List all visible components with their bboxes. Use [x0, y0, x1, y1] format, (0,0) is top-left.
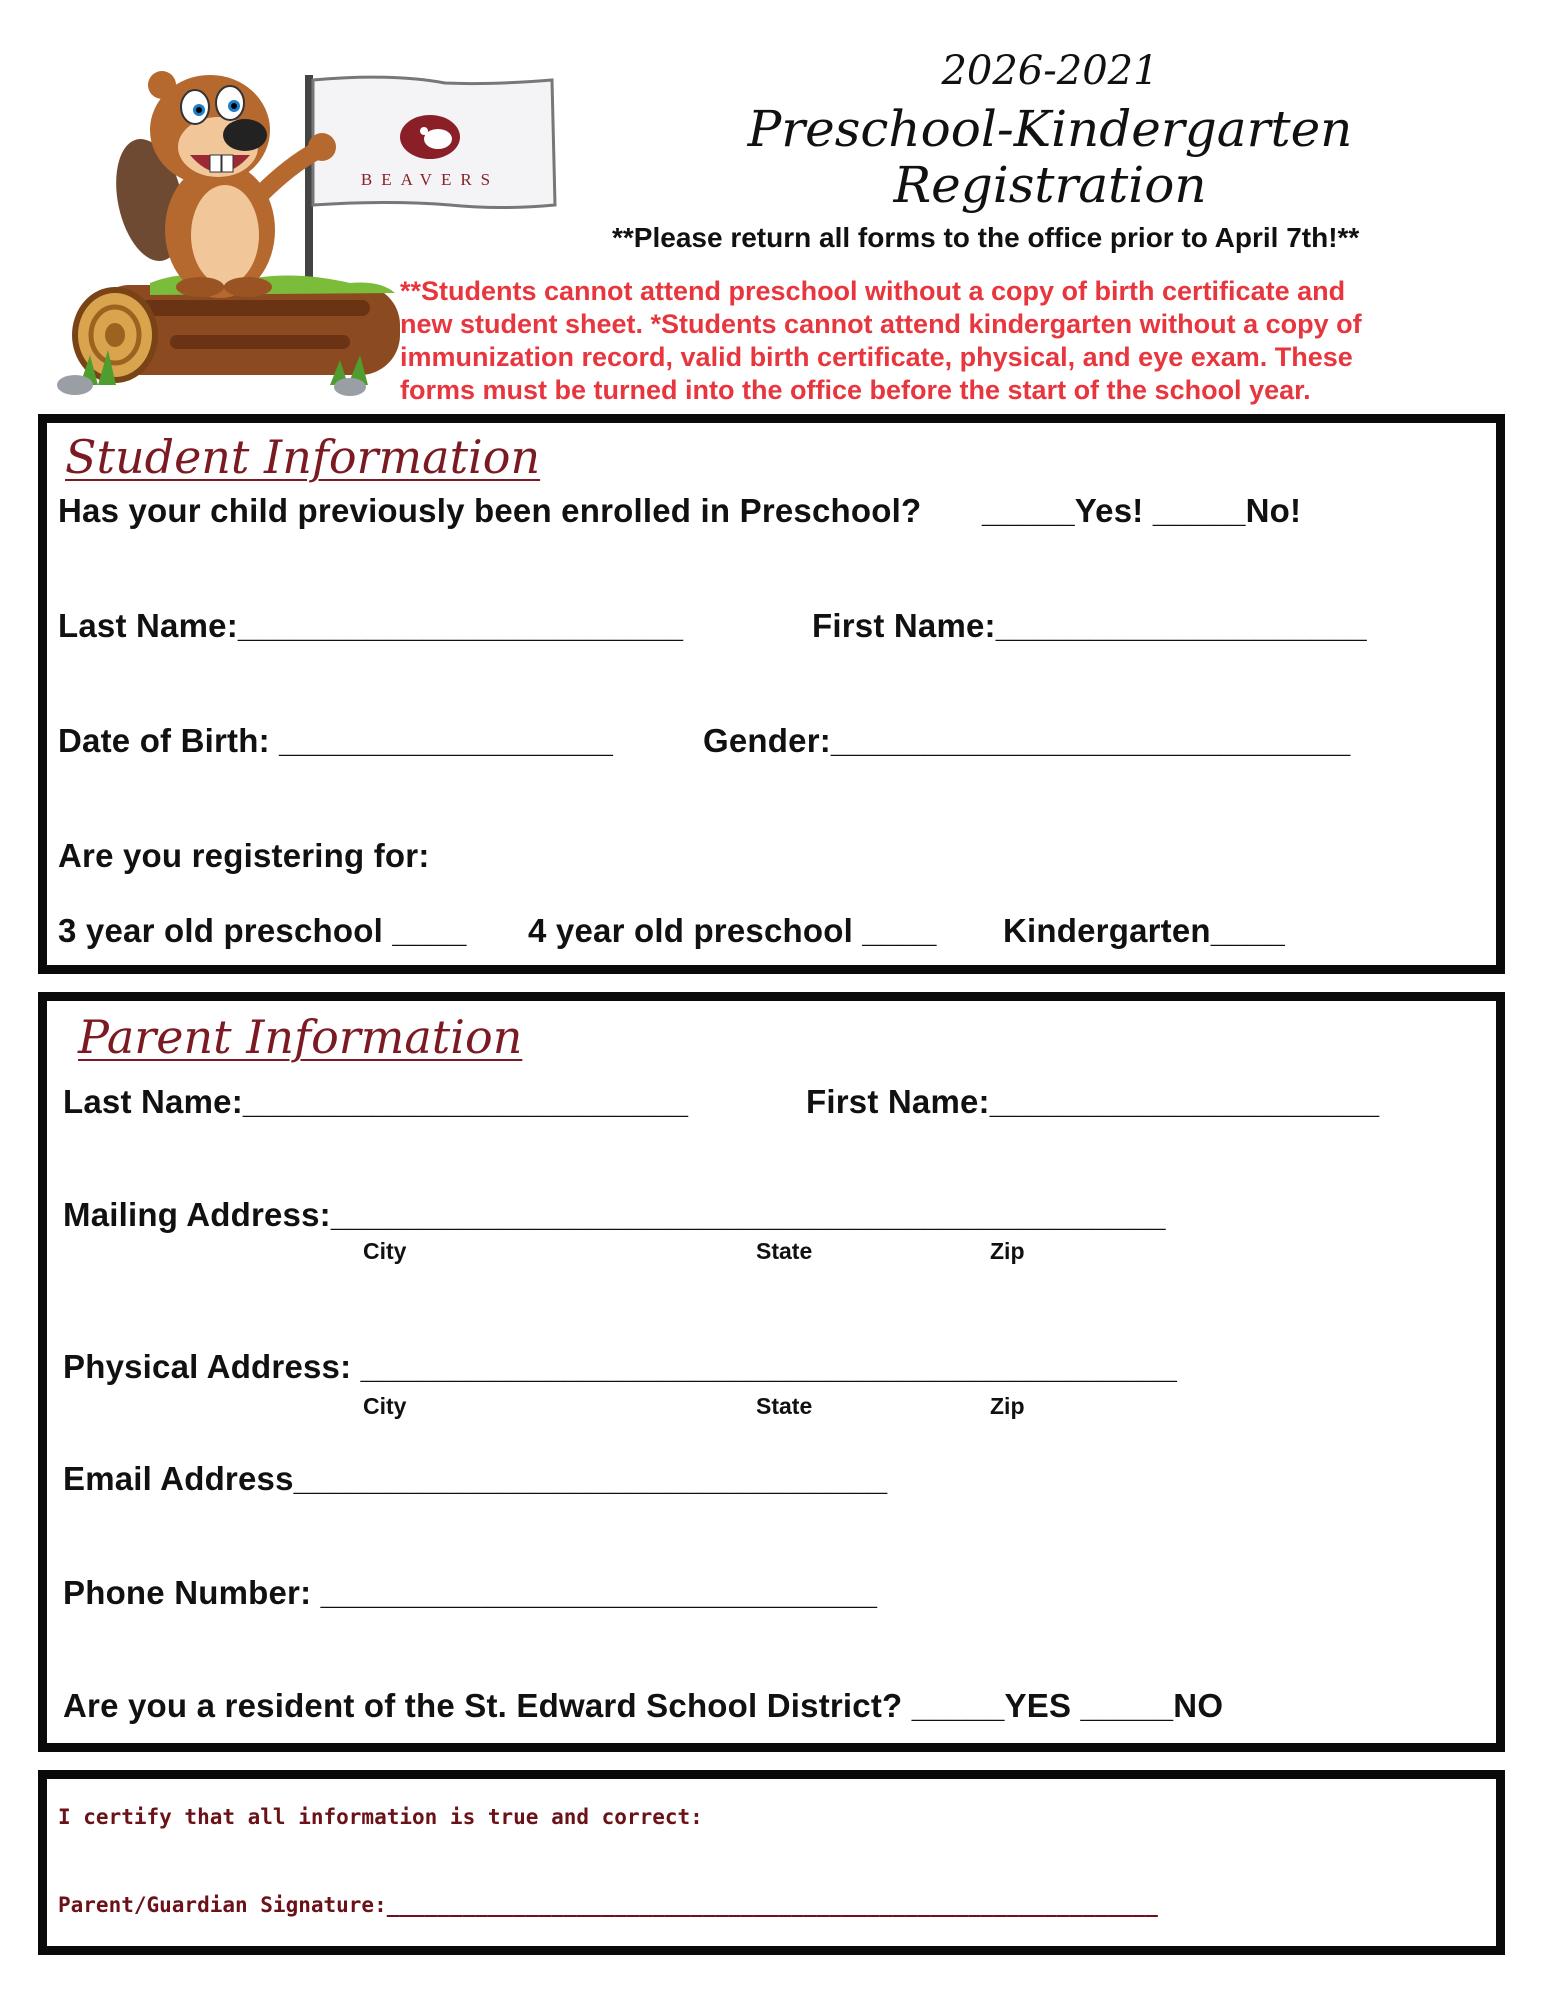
gender-field[interactable]: Gender:____________________________ — [703, 722, 1351, 759]
mailing-city-label: City — [363, 1238, 407, 1264]
student-last-name-field[interactable]: Last Name:________________________ — [58, 607, 684, 644]
registering-question: Are you registering for: — [58, 837, 430, 874]
requirements-warning — [400, 275, 1362, 407]
warning-line: immunization record, valid birth certificate, physical, and eye exam. These — [400, 342, 1353, 372]
enrolled-yes-no-field[interactable]: _____Yes! _____No! — [982, 492, 1302, 529]
physical-state-label: State — [756, 1393, 813, 1419]
mailing-zip-label: Zip — [990, 1238, 1025, 1264]
email-address-field[interactable]: Email Address________________________________ — [63, 1460, 888, 1497]
mailing-state-label: State — [756, 1238, 813, 1264]
form-title-line2: Registration — [893, 156, 1207, 214]
student-section-title: Student Information — [65, 430, 541, 484]
return-notice: **Please return all forms to the office prior to April 7th!** — [612, 222, 1360, 253]
physical-city-label: City — [363, 1393, 407, 1419]
enrolled-question: Has your child previously been enrolled in Preschool? — [58, 492, 922, 529]
form-title-line1: Preschool-Kindergarten — [747, 100, 1353, 158]
certify-statement: I certify that all information is true and correct: — [58, 1805, 703, 1829]
physical-zip-label: Zip — [990, 1393, 1025, 1419]
warning-line: new student sheet. *Students cannot attend kindergarten without a copy of — [400, 309, 1362, 339]
parent-last-name-field[interactable]: Last Name:________________________ — [63, 1083, 689, 1120]
mailing-address-field[interactable]: Mailing Address:_____________________________________________ — [63, 1196, 1166, 1233]
physical-address-field[interactable]: Physical Address: ____________________________________________ — [63, 1348, 1178, 1385]
student-first-name-field[interactable]: First Name:____________________ — [812, 607, 1367, 644]
warning-line: forms must be turned into the office before the start of the school year. — [400, 375, 1311, 405]
date-of-birth-field[interactable]: Date of Birth: __________________ — [58, 722, 614, 759]
signature-field[interactable]: Parent/Guardian Signature:_____________________________________________________________ — [58, 1893, 1158, 1917]
beavers-logo-icon — [400, 115, 460, 159]
flag-beavers-text: BEAVERS — [360, 170, 500, 189]
option-3yr-preschool[interactable]: 3 year old preschool ____ — [58, 912, 467, 949]
warning-line: **Students cannot attend preschool without a copy of birth certificate and — [400, 276, 1346, 306]
school-year: 2026-2021 — [941, 48, 1159, 94]
parent-first-name-field[interactable]: First Name:_____________________ — [806, 1083, 1380, 1120]
option-4yr-preschool[interactable]: 4 year old preschool ____ — [528, 912, 937, 949]
parent-section-title: Parent Information — [78, 1010, 523, 1064]
certification-section — [38, 1770, 1505, 1955]
phone-number-field[interactable]: Phone Number: ______________________________ — [63, 1574, 878, 1611]
resident-question-field[interactable]: Are you a resident of the St. Edward School District? _____YES _____NO — [63, 1687, 1224, 1724]
option-kindergarten[interactable]: Kindergarten____ — [1003, 912, 1285, 949]
